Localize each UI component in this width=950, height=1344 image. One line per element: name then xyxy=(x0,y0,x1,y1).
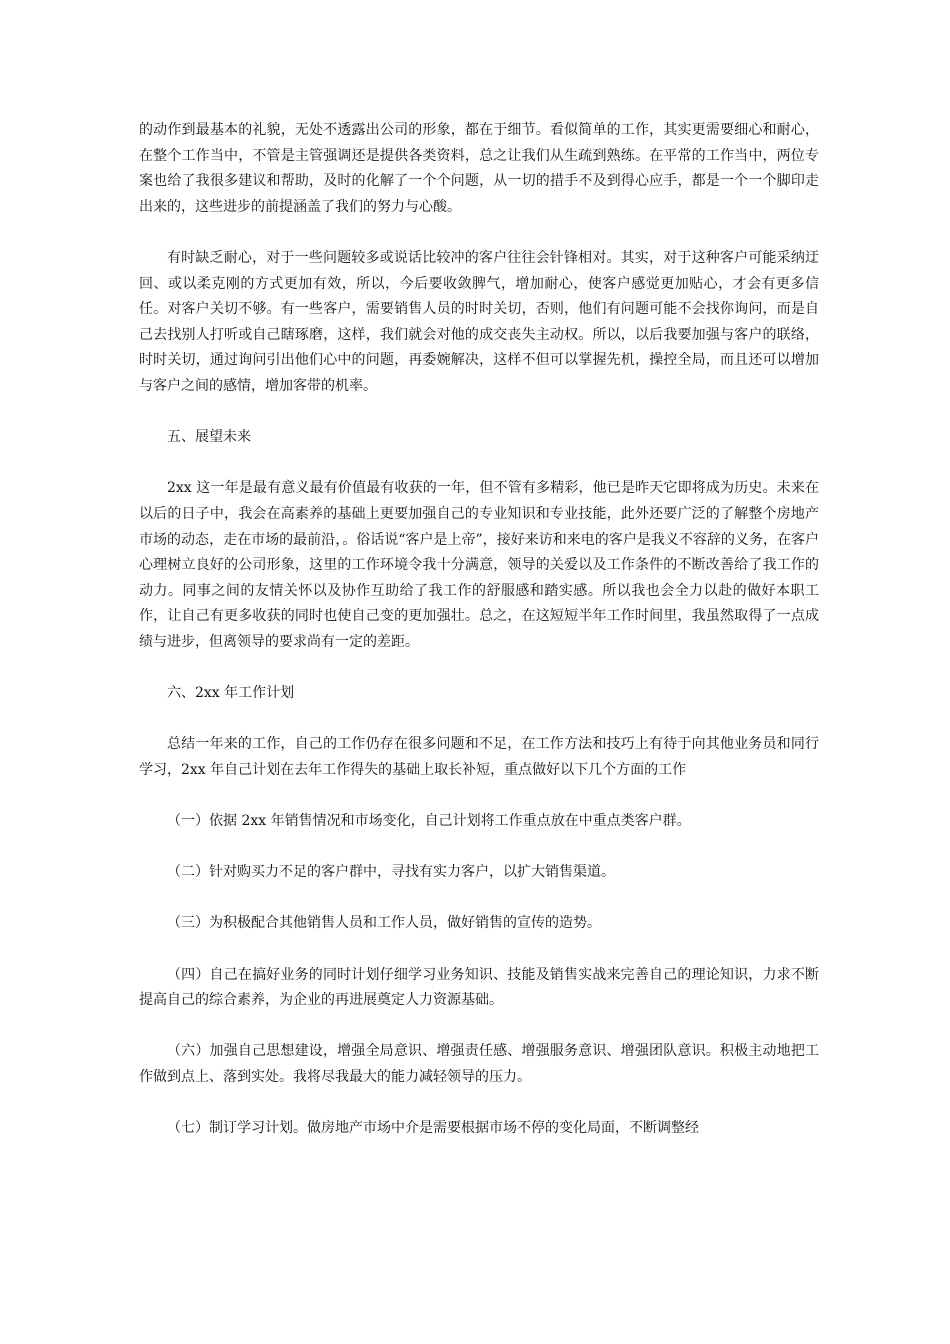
plan-item-2: （二）针对购买力不足的客户群中，寻找有实力客户，以扩大销售渠道。 xyxy=(167,864,615,881)
plan-item-6: （六）加强自己思想建设，增强全局意识、增强责任感、增强服务意识、增强团队意识。积极主动地把工作做到点上、落到实处。我将尽我最大的能力减轻领导的压力。 xyxy=(139,1043,819,1085)
plan-item-7: （七）制订学习计划。做房地产市场中介是需要根据市场不停的变化局面，不断调整经 xyxy=(167,1120,699,1137)
paragraph-details: 的动作到最基本的礼貌，无处不透露出公司的形象，都在于细节。看似简单的工作，其实更需要细心和耐心，在整个工作当中，不管是主管强调还是提供各类资料，总之让我们从生疏到熟练。在平常的工作当中，两位专案也给了我很多建议和帮助，及时的化解了一个个问题，从一切的措手不及到得心应手，都是一个一个脚印走出来的，这些进步的前提涵盖了我们的努力与心酸。 xyxy=(139,122,819,215)
plan-item-3: （三）为积极配合其他销售人员和工作人员，做好销售的宣传的造势。 xyxy=(167,915,601,932)
paragraph-summary: 总结一年来的工作，自己的工作仍存在很多问题和不足，在工作方法和技巧上有待于向其他业务员和同行学习，2xx 年自己计划在去年工作得失的基础上取长补短，重点做好以下几个方面的工作 xyxy=(139,736,819,778)
document-page xyxy=(139,118,819,1142)
paragraph-patience: 有时缺乏耐心，对于一些问题较多或说话比较冲的客户往往会针锋相对。其实，对于这种客户可能采纳迂回、或以柔克刚的方式更加有效，所以，今后要收敛脾气，增加耐心，使客户感觉更加贴心，才会有更多信任。对客户关切不够。有一些客户，需要销售人员的时时关切，否则，他们有问题可能不会找你询问，而是自己去找别人打听或自己瞎琢磨，这样，我们就会对他的成交丧失主动权。所以，以后我要加强与客户的联络，时时关切，通过询问引出他们心中的问题，再委婉解决，这样不但可以掌握先机，操控全局，而且还可以增加与客户之间的感情，增加客带的机率。 xyxy=(139,249,819,394)
plan-item-4: （四）自己在搞好业务的同时计划仔细学习业务知识、技能及销售实战来完善自己的理论知识，力求不断提高自己的综合素养，为企业的再进展奠定人力资源基础。 xyxy=(139,966,819,1009)
heading-outlook: 五、展望未来 xyxy=(167,429,251,446)
heading-work-plan: 六、2xx 年工作计划 xyxy=(167,685,295,702)
plan-item-1: （一）依据 2xx 年销售情况和市场变化，自己计划将工作重点放在中重点类客户群。 xyxy=(167,813,691,830)
paragraph-outlook: 2xx 这一年是最有意义最有价值最有收获的一年，但不管有多精彩，他已是昨天它即将成为历史。未来在以后的日子中，我会在高素养的基础上更要加强自己的专业知识和专业技能，此外还要广泛的了解整个房地产市场的动态，走在市场的最前沿，。俗话说“客户是上帝”，接好来访和来电的客户是我义不容辞的义务，在客户心理树立良好的公司形象，这里的工作环境令我十分满意，领导的关爱以及工作条件的不断改善给了我工作的动力。同事之间的友情关怀以及协作互助给了我工作的舒服感和踏实感。所以我也会全力以赴的做好本职工作，让自己有更多收获的同时也使自己变的更加强壮。总之，在这短短半年工作时间里，我虽然取得了一点成绩与进步，但离领导的要求尚有一定的差距。 xyxy=(139,480,819,650)
